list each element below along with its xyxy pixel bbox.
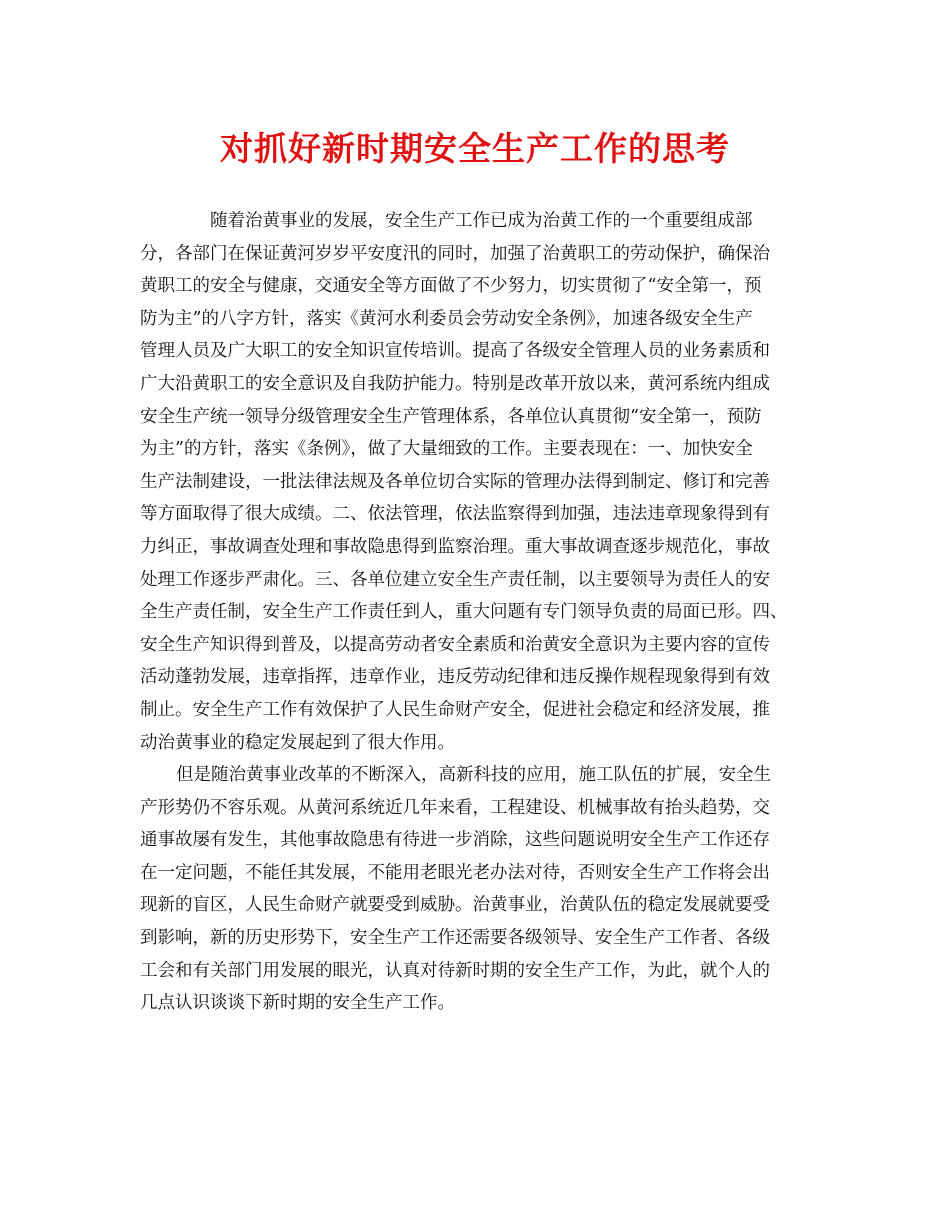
paragraph-line: 等方面取得了很大成绩。二、依法管理，依法监察得到加强，违法违章现象得到有 [140, 504, 770, 525]
paragraph-line: 现新的盲区，人民生命财产就要受到威胁。治黄事业，治黄队伍的稳定发展就要受 [140, 895, 770, 916]
document-title: 对抓好新时期安全生产工作的思考 [220, 129, 730, 168]
paragraph-line: 在一定问题，不能任其发展，不能用老眼光老办法对待，否则安全生产工作将会出 [140, 862, 770, 883]
paragraph-line: 力纠正，事故调查处理和事故隐患得到监察治理。重大事故调查逐步规范化，事故 [140, 536, 770, 557]
paragraph-line: 分，各部门在保证黄河岁岁平安度汛的同时，加强了治黄职工的劳动保护，确保治 [140, 243, 770, 264]
paragraph-line: 产形势仍不容乐观。从黄河系统近几年来看，工程建设、机械事故有抬头趋势，交 [140, 797, 770, 818]
document-body [140, 205, 808, 1020]
paragraph-line: 处理工作逐步严肃化。三、各单位建立安全生产责任制，以主要领导为责任人的安 [140, 569, 770, 590]
paragraph-line: 制止。安全生产工作有效保护了人民生命财产安全，促进社会稳定和经济发展，推 [140, 699, 770, 720]
paragraph-line: 黄职工的安全与健康，交通安全等方面做了不少努力，切实贯彻了“安全第一，预 [140, 276, 762, 297]
paragraph-line: 工会和有关部门用发展的眼光，认真对待新时期的安全生产工作，为此，就个人的 [140, 960, 770, 981]
paragraph-line: 防为主”的八字方针，落实《黄河水利委员会劳动安全条例》，加速各级安全生产 [140, 308, 753, 329]
paragraph-line: 随着治黄事业的发展，安全生产工作已成为治黄工作的一个重要组成部 [210, 211, 753, 231]
paragraph-line: 通事故屡有发生，其他事故隐患有待进一步消除，这些问题说明安全生产工作还存 [140, 830, 770, 851]
paragraph-1 [140, 205, 808, 759]
paragraph-line: 生产法制建设，一批法律法规及各单位切合实际的管理办法得到制定、修订和完善 [140, 471, 770, 492]
paragraph-line: 为主”的方针，落实《条例》，做了大量细致的工作。主要表现在：一、加快安全 [140, 439, 753, 460]
paragraph-line: 但是随治黄事业改革的不断深入，高新科技的应用，施工队伍的扩展，安全生 [176, 765, 771, 786]
paragraph-line: 广大沿黄职工的安全意识及自我防护能力。特别是改革开放以来，黄河系统内组成 [140, 373, 770, 394]
paragraph-line: 到影响，新的历史形势下，安全生产工作还需要各级领导、安全生产工作者、各级 [140, 928, 770, 949]
paragraph-2 [140, 759, 808, 1020]
paragraph-line: 全生产责任制，安全生产工作责任到人，重大问题有专门领导负责的局面已形。四、 [140, 602, 788, 623]
paragraph-line: 动治黄事业的稳定发展起到了很大作用。 [140, 732, 455, 753]
paragraph-line: 安全生产知识得到普及，以提高劳动者安全素质和治黄安全意识为主要内容的宣传 [140, 634, 770, 655]
paragraph-line: 安全生产统一领导分级管理安全生产管理体系，各单位认真贯彻“安全第一，预防 [140, 406, 762, 427]
paragraph-line: 几点认识谈谈下新时期的安全生产工作。 [140, 993, 455, 1014]
paragraph-line: 活动蓬勃发展，违章指挥，违章作业，违反劳动纪律和违反操作规程现象得到有效 [140, 667, 770, 688]
paragraph-line: 管理人员及广大职工的安全知识宣传培训。提高了各级安全管理人员的业务素质和 [140, 341, 770, 362]
